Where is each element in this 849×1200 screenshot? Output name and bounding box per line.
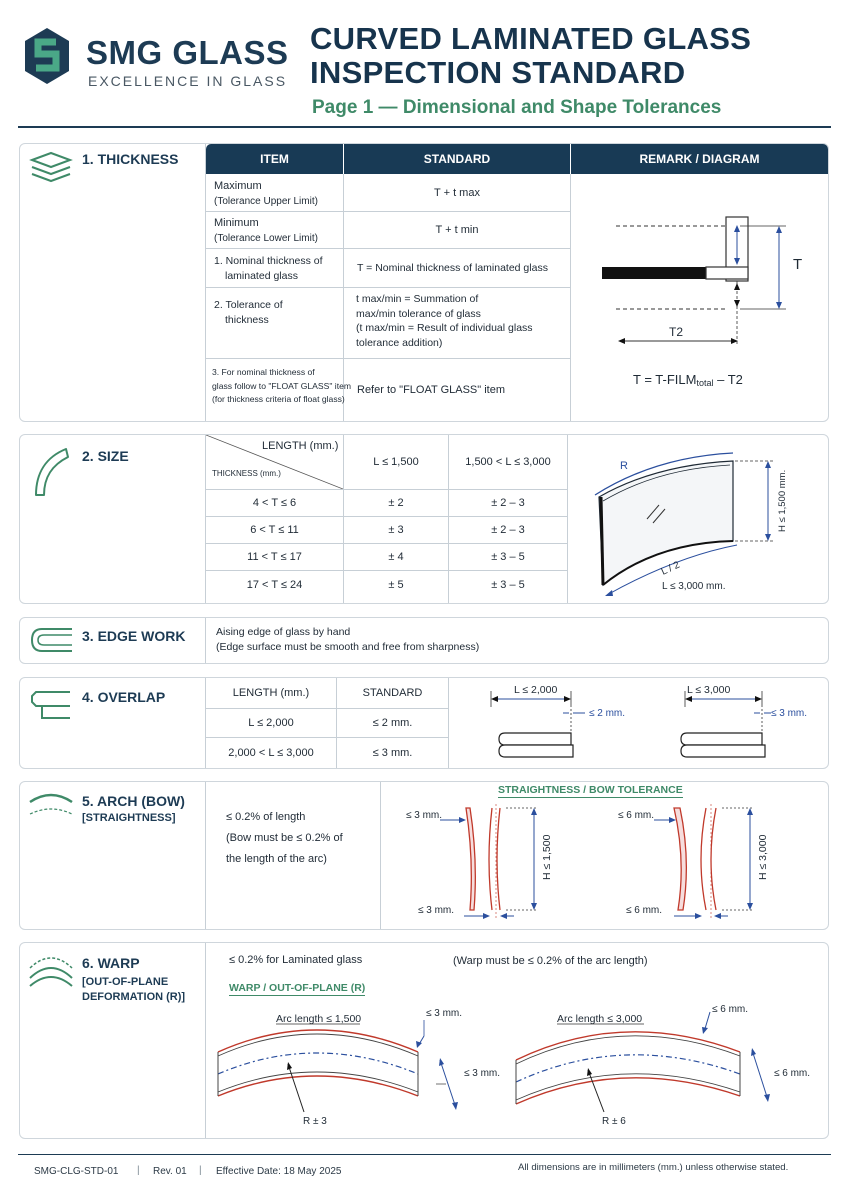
table-cell: ± 2 – 3 xyxy=(491,497,525,509)
size-title: 2. SIZE xyxy=(82,448,129,464)
overlap-a-length: L ≤ 2,000 xyxy=(514,684,558,696)
table-cell: 6 < T ≤ 11 xyxy=(250,524,299,536)
document-subtitle: Page 1 — Dimensional and Shape Tolerances xyxy=(312,97,722,118)
thickness-header-standard: STANDARD xyxy=(344,144,570,174)
table-cell: ± 3 xyxy=(388,524,404,536)
table-cell: 4 < T ≤ 6 xyxy=(252,497,297,509)
table-cell: Maximum (Tolerance Upper Limit) xyxy=(214,180,318,207)
bow-a-top: ≤ 3 mm. xyxy=(406,810,443,821)
arch-title: 5. ARCH (BOW) xyxy=(82,793,185,809)
warp-rule: ≤ 0.2% for Laminated glass xyxy=(229,954,363,966)
warp-b-arc: Arc length ≤ 3,000 xyxy=(557,1013,643,1025)
grid-line xyxy=(205,618,206,663)
warp-a-top: ≤ 3 mm. xyxy=(426,1008,463,1019)
grid-line xyxy=(205,144,206,421)
table-cell: ± 2 xyxy=(388,497,404,509)
table-cell: ≤ 3 mm. xyxy=(372,746,413,759)
warp-title: 6. WARP xyxy=(82,955,140,971)
table-cell: ± 4 xyxy=(388,551,404,563)
table-cell: 17 < T ≤ 24 xyxy=(246,579,303,591)
bow-a-bottom: ≤ 3 mm. xyxy=(418,905,455,916)
overlap-a-tolerance: ≤ 2 mm. xyxy=(589,708,626,719)
grid-line xyxy=(570,174,571,421)
table-cell: Refer to "FLOAT GLASS" item xyxy=(357,384,506,396)
table-cell: T + t min xyxy=(435,224,479,236)
warp-diagram xyxy=(212,1000,824,1136)
table-cell: 3. For nominal thickness of glass follow to "FLOAT GLASS" item (for thickness criteria of float glass) xyxy=(212,367,352,404)
thickness-diagram xyxy=(580,205,820,355)
warp-a-arc: Arc length ≤ 1,500 xyxy=(276,1013,362,1025)
overlap-b-tolerance: ≤ 3 mm. xyxy=(771,708,808,719)
edge-profile-icon xyxy=(28,625,74,660)
grid-line xyxy=(380,782,381,929)
footer-effective-date: Effective Date: 18 May 2025 xyxy=(216,1166,342,1177)
footer-doc-code: SMG-CLG-STD-01 xyxy=(34,1166,119,1177)
t2-label: T2 xyxy=(669,325,684,339)
table-cell: ≤ 2 mm. xyxy=(372,717,413,729)
warp-b-side: ≤ 6 mm. xyxy=(774,1068,811,1079)
table-cell: ± 3 – 5 xyxy=(491,579,525,591)
grid-line xyxy=(206,287,570,288)
bow-diagram xyxy=(388,800,823,928)
overlap-header-standard: STANDARD xyxy=(362,687,423,699)
warp-diagram-title: WARP / OUT-OF-PLANE (R) xyxy=(229,982,366,994)
warp-a-side: ≤ 3 mm. xyxy=(464,1068,501,1079)
footer-note: All dimensions are in millimeters (mm.) unless otherwise stated. xyxy=(518,1162,789,1173)
logo-mark xyxy=(22,26,72,86)
size-length-label: L ≤ 3,000 mm. xyxy=(662,581,726,592)
table-cell: T + t max xyxy=(434,187,480,199)
document-title-line1: CURVED LAMINATED GLASS xyxy=(310,21,752,56)
warp-b-top: ≤ 6 mm. xyxy=(712,1004,749,1015)
thickness-formula: T = T-FILMtotal – T2 xyxy=(633,372,743,388)
overlap-icon xyxy=(28,688,74,727)
table-cell: L ≤ 2,000 xyxy=(248,717,294,729)
size-height-label: H ≤ 1,500 mm. xyxy=(777,469,788,532)
warp-subtitle-line1: [OUT-OF-PLANE xyxy=(82,976,169,988)
curved-panel-icon xyxy=(28,443,72,504)
warp-a-radius: R ± 3 xyxy=(303,1116,327,1127)
bow-b-top: ≤ 6 mm. xyxy=(618,810,655,821)
brand-name: SMG GLASS xyxy=(86,34,289,71)
t-label: T xyxy=(793,256,803,273)
table-cell: 1. Nominal thickness of laminated glass xyxy=(214,255,323,282)
layers-icon xyxy=(28,150,74,191)
footer-rule xyxy=(18,1154,831,1155)
footer-revision: Rev. 01 xyxy=(153,1166,187,1177)
warp-note: (Warp must be ≤ 0.2% of the arc length) xyxy=(453,955,648,967)
table-cell: Minimum (Tolerance Lower Limit) xyxy=(214,217,318,244)
edge-description: Aising edge of glass by hand (Edge surface must be smooth and free from sharpness) xyxy=(216,626,480,653)
grid-line xyxy=(567,435,568,603)
footer-separator: | xyxy=(137,1165,140,1176)
table-cell: 11 < T ≤ 17 xyxy=(247,551,302,563)
bow-b-height: H ≤ 3,000 xyxy=(757,834,769,880)
document-title-line2: INSPECTION STANDARD xyxy=(310,55,686,90)
table-cell: 2,000 < L ≤ 3,000 xyxy=(228,746,314,759)
arch-description: ≤ 0.2% of length (Bow must be ≤ 0.2% of the length of the arc) xyxy=(226,811,343,865)
size-r-label: R xyxy=(620,460,628,472)
thickness-header-item: ITEM xyxy=(206,144,343,174)
size-corner-bottom: THICKNESS (mm.) xyxy=(212,469,281,478)
overlap-diagram xyxy=(455,679,825,767)
warp-subtitle-line2: DEFORMATION (R)] xyxy=(82,991,186,1003)
size-column-header: L ≤ 1,500 xyxy=(373,456,419,468)
size-corner-top: LENGTH (mm.) xyxy=(262,440,339,452)
size-column-header: 1,500 < L ≤ 3,000 xyxy=(465,456,551,468)
table-cell: 2. Tolerance of thickness xyxy=(214,299,283,326)
arch-subtitle: [STRAIGHTNESS] xyxy=(82,812,176,824)
size-diagram xyxy=(585,447,820,602)
table-cell: T = Nominal thickness of laminated glass xyxy=(357,262,548,274)
warp-b-radius: R ± 6 xyxy=(602,1116,626,1127)
bow-a-height: H ≤ 1,500 xyxy=(541,834,553,880)
grid-line xyxy=(205,943,206,1138)
overlap-header-length: LENGTH (mm.) xyxy=(232,687,310,699)
overlap-title: 4. OVERLAP xyxy=(82,689,166,705)
footer-separator: | xyxy=(199,1165,202,1176)
grid-line xyxy=(205,782,206,929)
table-cell: t max/min = Summation of max/min tolerance of glass (t max/min = Result of individual glass tolerance addition) xyxy=(356,293,533,349)
size-half-label: L / 2 xyxy=(659,559,682,578)
edge-work-title: 3. EDGE WORK xyxy=(82,628,186,644)
overlap-b-length: L ≤ 3,000 xyxy=(687,684,731,696)
arch-diagram-title: STRAIGHTNESS / BOW TOLERANCE xyxy=(498,784,683,796)
table-cell: ± 5 xyxy=(388,579,404,591)
table-cell: ± 3 – 5 xyxy=(491,551,525,563)
grid-line xyxy=(448,678,449,768)
warp-icon xyxy=(28,950,74,995)
thickness-title: 1. THICKNESS xyxy=(82,151,179,167)
arch-icon xyxy=(28,790,74,827)
thickness-header-remark: REMARK / DIAGRAM xyxy=(571,144,828,174)
bow-b-bottom: ≤ 6 mm. xyxy=(626,905,663,916)
table-cell: ± 2 – 3 xyxy=(491,524,525,536)
brand-tagline: EXCELLENCE IN GLASS xyxy=(88,73,288,89)
header-rule xyxy=(18,126,831,128)
